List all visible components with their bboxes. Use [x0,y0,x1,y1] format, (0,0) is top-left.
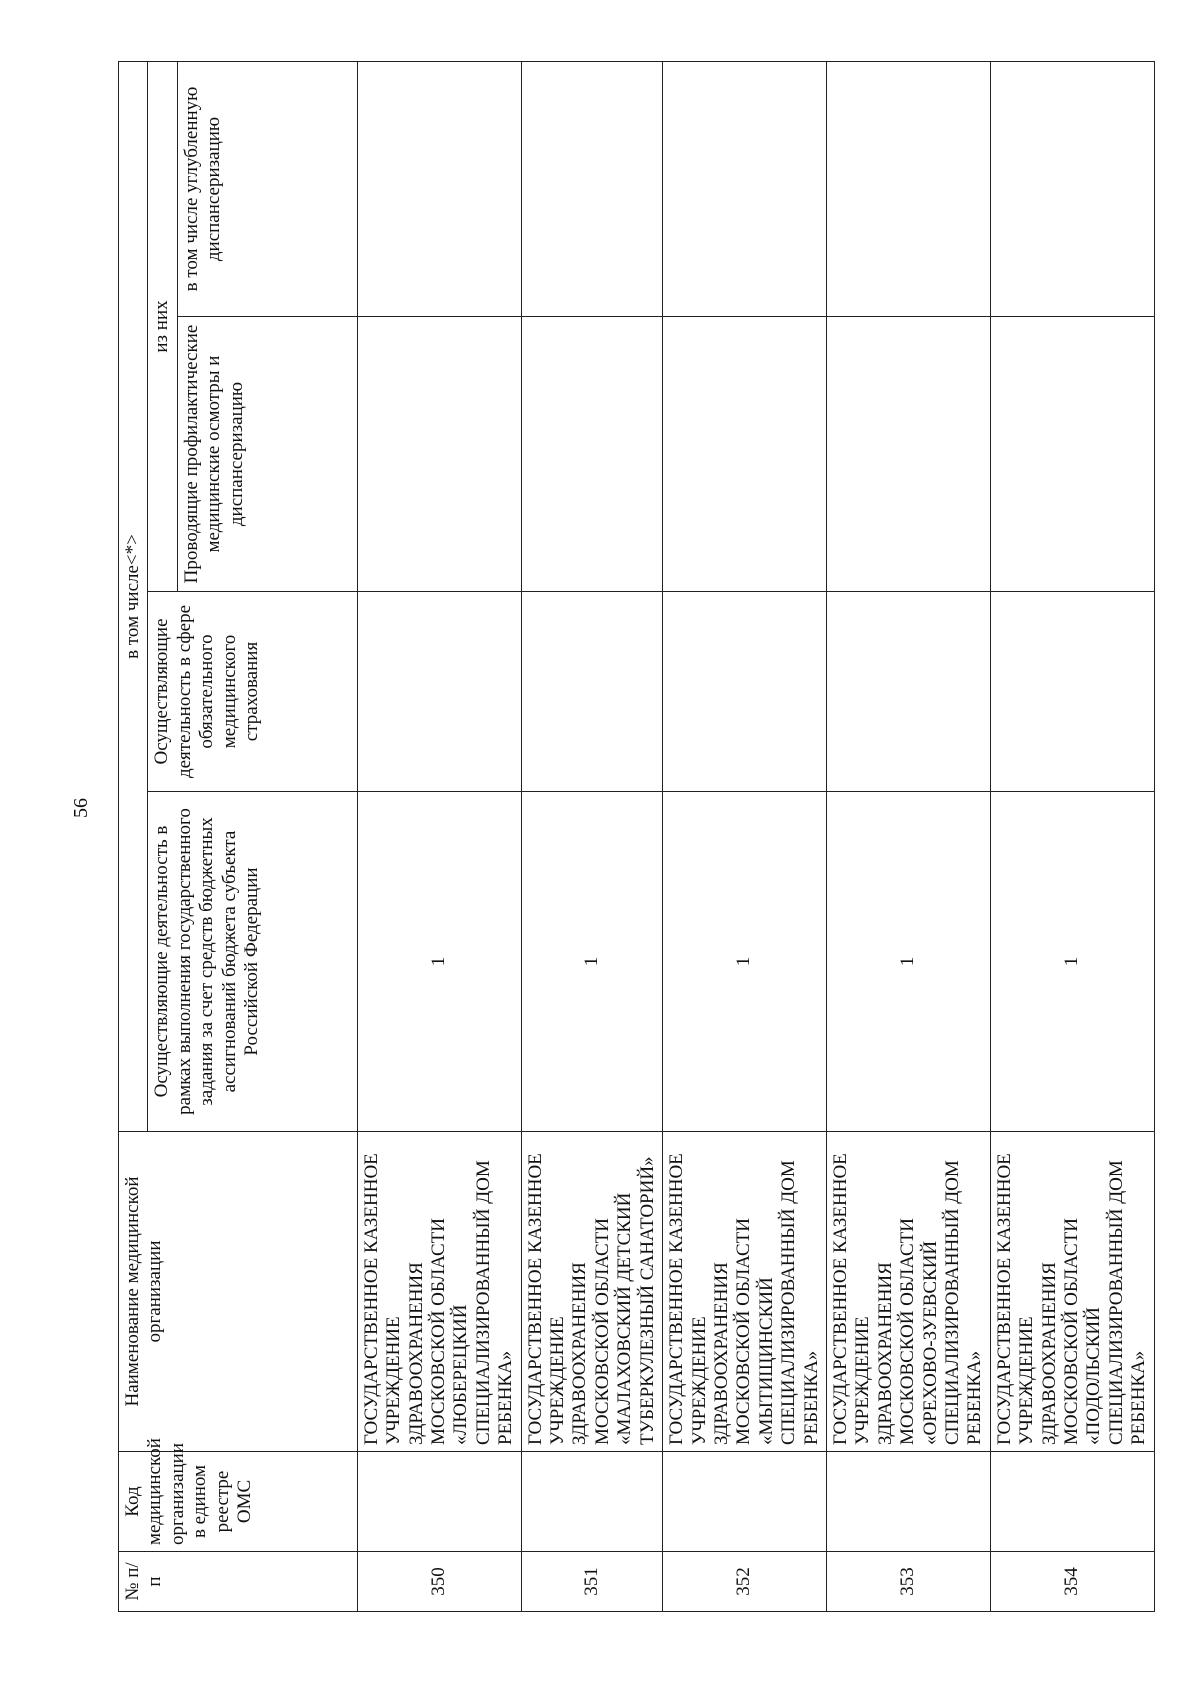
row-oms [521,592,662,792]
row-oms [357,592,521,792]
header-num: № п/п [119,1552,358,1612]
header-of-them: из них [148,62,177,592]
row-prof [826,317,990,592]
header-prof: Проводящие профилактические медицинские осмотры и диспансеризацию [177,317,357,592]
page-number: 56 [70,798,92,818]
table-row [521,62,662,1612]
row-name: ГОСУДАРСТВЕННОЕ КАЗЕННОЕ УЧРЕЖДЕНИЕ ЗДРАВООХРАНЕНИЯ МОСКОВСКОЙ ОБЛАСТИ «ЛЮБЕРЕЦКИЙ СПЕЦИАЛИЗИРОВАННЫЙ ДОМ РЕБЕНКА» [357,1132,521,1452]
row-name: ГОСУДАРСТВЕННОЕ КАЗЕННОЕ УЧРЕЖДЕНИЕ ЗДРАВООХРАНЕНИЯ МОСКОВСКОЙ ОБЛАСТИ «МЫТИЩИНСКИЙ СПЕЦИАЛИЗИРОВАННЫЙ ДОМ РЕБЕНКА» [663,1132,827,1452]
row-prof [521,317,662,592]
row-prof [357,317,521,592]
row-deep [663,62,827,317]
header-including: в том числе<*> [119,62,148,1132]
row-num: 354 [990,1552,1154,1612]
row-num: 351 [521,1552,662,1612]
row-deep [990,62,1154,317]
row-prof [663,317,827,592]
row-budget: 1 [521,792,662,1132]
row-code [663,1452,827,1552]
table-row [663,62,827,1612]
table-row [990,62,1154,1612]
row-deep [357,62,521,317]
header-name: Наименование медицинской организации [119,1132,358,1452]
rotated-table-wrapper [118,62,1150,1612]
row-budget: 1 [990,792,1154,1132]
row-budget: 1 [357,792,521,1132]
header-budget: Осуществляющие деятельность в рамках выполнения государственного задания за счет средств бюджетных ассигнований бюджета субъекта Российской Федерации [148,792,357,1132]
row-budget: 1 [826,792,990,1132]
table-row [357,62,521,1612]
row-deep [521,62,662,317]
table-row [826,62,990,1612]
row-name: ГОСУДАРСТВЕННОЕ КАЗЕННОЕ УЧРЕЖДЕНИЕ ЗДРАВООХРАНЕНИЯ МОСКОВСКОЙ ОБЛАСТИ «ПОДОЛЬСКИЙ СПЕЦИАЛИЗИРОВАННЫЙ ДОМ РЕБЕНКА» [990,1132,1154,1452]
row-num: 350 [357,1552,521,1612]
medical-organizations-table [118,61,1155,1612]
row-name: ГОСУДАРСТВЕННОЕ КАЗЕННОЕ УЧРЕЖДЕНИЕ ЗДРАВООХРАНЕНИЯ МОСКОВСКОЙ ОБЛАСТИ «ОРЕХОВО-ЗУЕВСКИЙ СПЕЦИАЛИЗИРОВАННЫЙ ДОМ РЕБЕНКА» [826,1132,990,1452]
row-code [990,1452,1154,1552]
row-deep [826,62,990,317]
row-prof [990,317,1154,592]
row-oms [826,592,990,792]
row-name: ГОСУДАРСТВЕННОЕ КАЗЕННОЕ УЧРЕЖДЕНИЕ ЗДРАВООХРАНЕНИЯ МОСКОВСКОЙ ОБЛАСТИ «МАЛАХОВСКИЙ ДЕТСКИЙ ТУБЕРКУЛЕЗНЫЙ САНАТОРИЙ» [521,1132,662,1452]
header-code: Код медицинской организации в едином реестре ОМС [119,1452,358,1552]
row-budget: 1 [663,792,827,1132]
header-deep: в том числе углубленную диспансеризацию [177,62,357,317]
row-oms [990,592,1154,792]
row-code [521,1452,662,1552]
row-num: 352 [663,1552,827,1612]
header-oms: Осуществляющие деятельность в сфере обязательного медицинского страхования [148,592,357,792]
row-code [826,1452,990,1552]
row-num: 353 [826,1552,990,1612]
row-code [357,1452,521,1552]
row-oms [663,592,827,792]
